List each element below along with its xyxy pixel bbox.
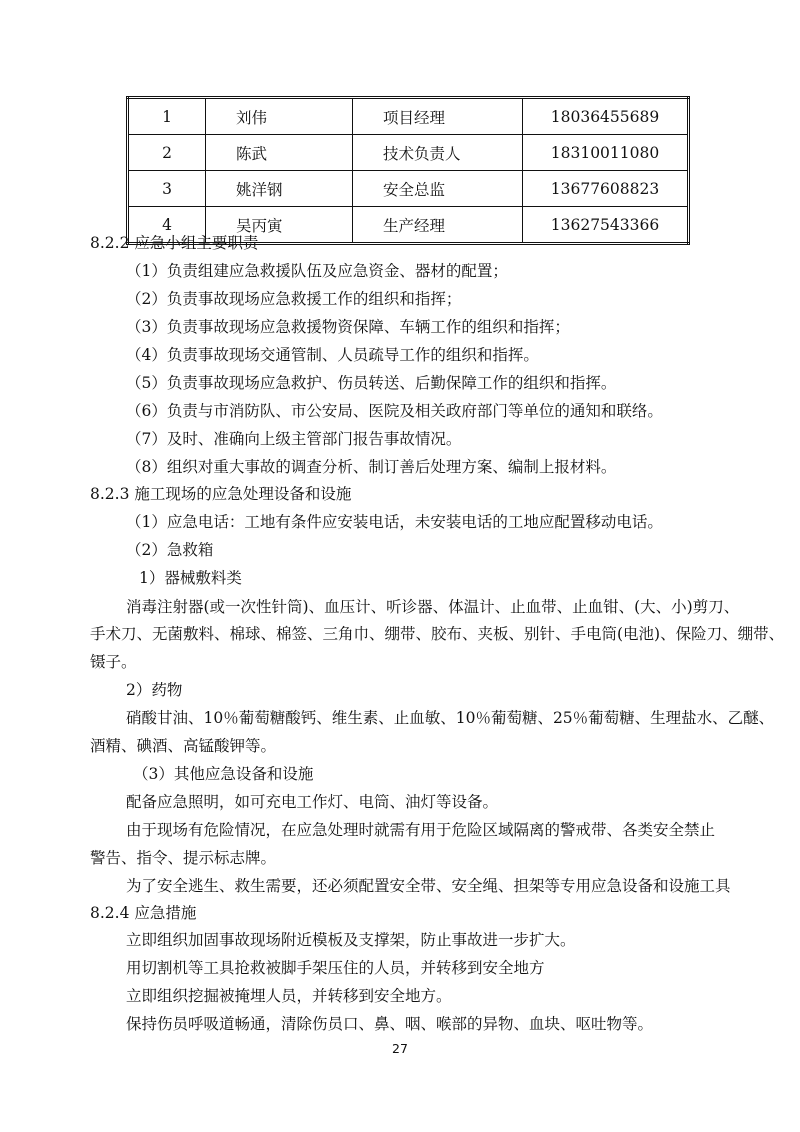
sub-heading: （3）其他应急设备和设施	[133, 765, 314, 783]
table-row	[128, 135, 689, 171]
row-number: 3	[128, 171, 206, 207]
list-item: （5）负责事故现场应急救护、伤员转送、后勤保障工作的组织和指挥。	[126, 374, 617, 392]
section-heading: 8.2.4 应急措施	[90, 904, 197, 922]
list-item: （2）负责事故现场应急救援工作的组织和指挥；	[126, 290, 462, 308]
paragraph-line: 由于现场有危险情况，在应急处理时就需有用于危险区域隔离的警戒带、各类安全禁止	[126, 821, 716, 839]
paragraph-line: 消毒注射器(或一次性针筒)、血压计、听诊器、体温计、止血带、止血钳、(大、小)剪刀、	[126, 598, 740, 616]
person-phone: 13677608823	[523, 171, 689, 207]
person-name: 姚洋钢	[206, 171, 353, 207]
person-role: 技术负责人	[353, 135, 523, 171]
list-item: （7）及时、准确向上级主管部门报告事故情况。	[126, 430, 462, 448]
section-heading: 8.2.2 应急小组主要职责	[90, 234, 259, 252]
list-item: （6）负责与市消防队、市公安局、医院及相关政府部门等单位的通知和联络。	[126, 402, 663, 420]
paragraph-line: 警告、指令、提示标志牌。	[90, 849, 277, 867]
section-heading: 8.2.3 施工现场的应急处理设备和设施	[90, 485, 352, 503]
paragraph-line: 保持伤员呼吸道畅通，清除伤员口、鼻、咽、喉部的异物、血块、呕吐物等。	[126, 1015, 654, 1033]
person-name: 刘伟	[206, 98, 353, 135]
person-name: 吴丙寅	[206, 207, 353, 244]
table-row	[128, 98, 689, 135]
person-phone: 13627543366	[523, 207, 689, 244]
paragraph-line: 立即组织加固事故现场附近模板及支撑架，防止事故进一步扩大。	[126, 931, 576, 949]
sub-heading: 2）药物	[126, 681, 183, 699]
page-number: 27	[392, 1041, 408, 1056]
person-role: 项目经理	[353, 98, 523, 135]
paragraph-line: 配备应急照明，如可充电工作灯、电筒、油灯等设备。	[126, 793, 499, 811]
paragraph-line: 立即组织挖掘被掩埋人员，并转移到安全地方。	[126, 987, 452, 1005]
paragraph-line: 手术刀、无菌敷料、棉球、棉签、三角巾、绷带、胶布、夹板、别针、手电筒(电池)、保险刀、绷带、	[90, 625, 785, 643]
person-role: 生产经理	[353, 207, 523, 244]
paragraph-line: 酒精、碘酒、高锰酸钾等。	[90, 737, 277, 755]
list-item: （4）负责事故现场交通管制、人员疏导工作的组织和指挥。	[126, 346, 539, 364]
person-name: 陈武	[206, 135, 353, 171]
list-item: （2）急救箱	[126, 541, 214, 559]
paragraph-line: 硝酸甘油、10％葡萄糖酸钙、维生素、止血敏、10％葡萄糖、25％葡萄糖、生理盐水、乙醚、	[126, 709, 775, 727]
paragraph-line: 镊子。	[90, 653, 137, 671]
row-number: 4	[128, 207, 206, 244]
paragraph-line: 为了安全逃生、救生需要，还必须配置安全带、安全绳、担架等专用应急设备和设施工具	[126, 877, 731, 895]
row-number: 1	[128, 98, 206, 135]
table-row	[128, 171, 689, 207]
person-phone: 18036455689	[523, 98, 689, 135]
person-role: 安全总监	[353, 171, 523, 207]
paragraph-line: 用切割机等工具抢救被脚手架压住的人员，并转移到安全地方	[126, 959, 545, 977]
list-item: （1）应急电话：工地有条件应安装电话，未安装电话的工地应配置移动电话。	[126, 513, 663, 531]
list-item: （8）组织对重大事故的调查分析、制订善后处理方案、编制上报材料。	[126, 458, 617, 476]
person-phone: 18310011080	[523, 135, 689, 171]
list-item: （3）负责事故现场应急救援物资保障、车辆工作的组织和指挥；	[126, 318, 570, 336]
emergency-contact-table	[126, 96, 690, 245]
sub-heading: 1）器械敷料类	[139, 569, 242, 587]
row-number: 2	[128, 135, 206, 171]
list-item: （1）负责组建应急救援队伍及应急资金、器材的配置；	[126, 262, 508, 280]
